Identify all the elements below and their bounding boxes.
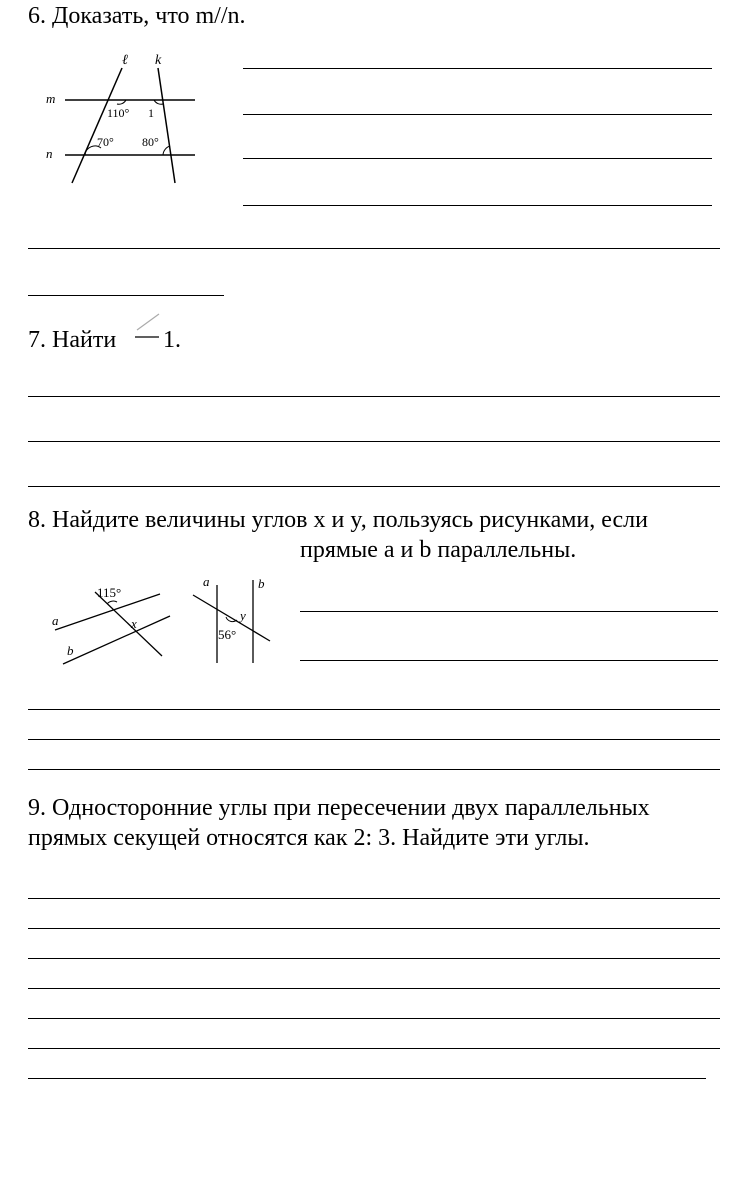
answer-line (28, 709, 720, 710)
label-a: a (203, 574, 210, 589)
answer-line (243, 68, 712, 69)
task9-line1: 9. Односторонние углы при пересечении двух параллельных (28, 795, 650, 821)
label-70: 70° (97, 135, 114, 149)
answer-line (28, 769, 720, 770)
label-80: 80° (142, 135, 159, 149)
label-n: n (46, 146, 53, 161)
label-b: b (258, 576, 265, 591)
answer-line (300, 660, 718, 661)
answer-line (28, 1048, 720, 1049)
answer-line (28, 248, 720, 249)
answer-line (28, 486, 720, 487)
answer-line (243, 158, 712, 159)
line-b (63, 616, 170, 664)
answer-line (28, 898, 720, 899)
line-k (158, 68, 175, 183)
label-1: 1 (148, 106, 154, 120)
task7-prefix: 7. Найти (28, 327, 117, 353)
task8-line1: 8. Найдите величины углов x и y, пользуясь рисунками, если (28, 507, 648, 533)
label-110: 110° (107, 106, 130, 120)
label-k: k (155, 53, 162, 68)
label-m: m (46, 91, 56, 106)
answer-line (28, 1078, 706, 1079)
task6-figure (30, 50, 230, 190)
answer-line (28, 441, 720, 442)
answer-line (28, 958, 720, 959)
answer-line (300, 611, 718, 612)
angle-icon (132, 312, 162, 342)
task9-line2: прямых секущей относятся как 2: 3. Найдите эти углы. (28, 825, 590, 851)
label-b: b (67, 643, 74, 658)
label-x: x (131, 616, 137, 631)
answer-line (28, 295, 224, 296)
line-l (72, 68, 122, 183)
answer-line (28, 739, 720, 740)
answer-line (28, 1018, 720, 1019)
label-115: 115° (97, 585, 122, 600)
task7-suffix: 1. (163, 327, 181, 353)
task8-line2: прямые a и b параллельны. (300, 537, 577, 563)
task8-figure2 (190, 575, 280, 665)
label-56: 56° (218, 627, 237, 642)
label-l: ℓ (122, 53, 128, 68)
answer-line (28, 396, 720, 397)
answer-line (28, 928, 720, 929)
task6-text: 6. Доказать, что m//n. (28, 3, 246, 29)
label-y: y (240, 608, 246, 623)
arc-80 (163, 146, 170, 155)
answer-line (243, 205, 712, 206)
task8-figure1 (45, 578, 185, 668)
answer-line (28, 988, 720, 989)
label-a: a (52, 613, 59, 628)
answer-line (243, 114, 712, 115)
